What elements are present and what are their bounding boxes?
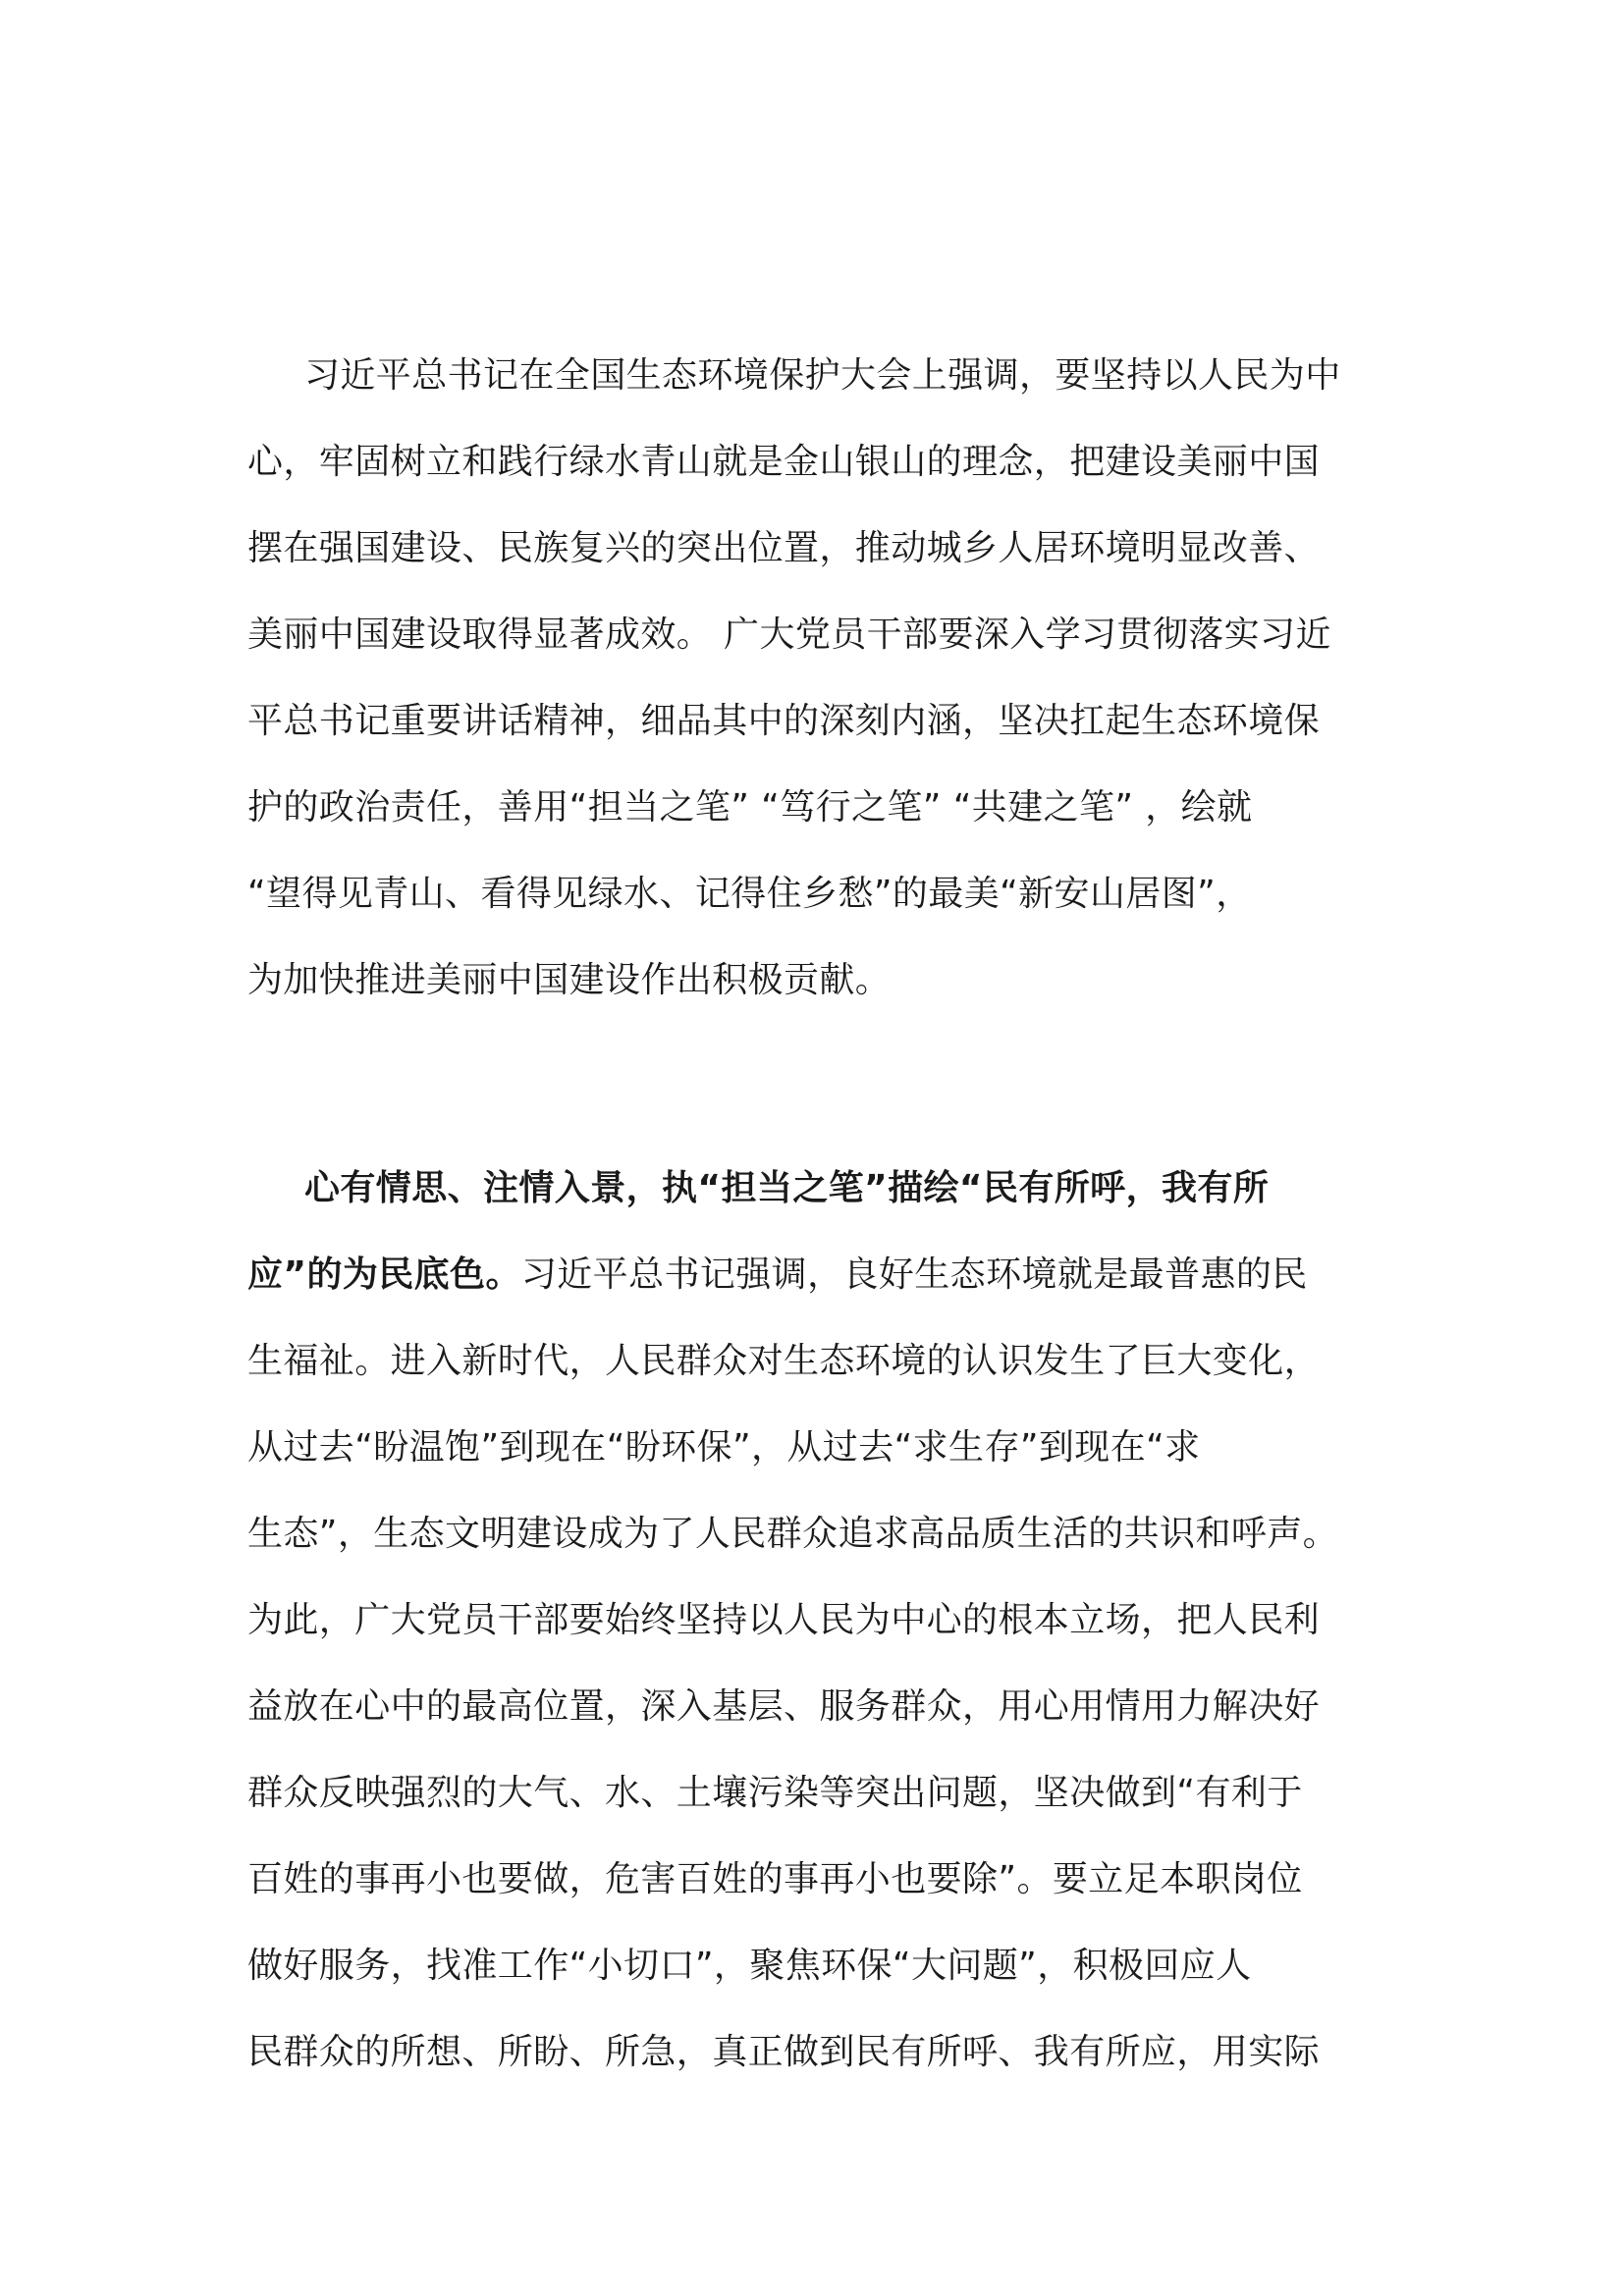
paragraph-line: 群众反映强烈的大气、水、土壤污染等突出问题，坚决做到“有利于	[247, 1773, 1303, 1813]
paragraph-heading: 心有情思、注情入景，执“担当之笔”描绘“民有所呼，我有所	[304, 1168, 1270, 1208]
paragraph-line-rest: 习近平总书记强调，良好生态环境就是最普惠的民	[520, 1255, 1308, 1295]
paragraph-line: 生福祉。进入新时代，人民群众对生态环境的认识发生了巨大变化，	[247, 1341, 1321, 1381]
paragraph-line: 为此，广大党员干部要始终坚持以人民为中心的根本立场，把人民利	[247, 1600, 1321, 1640]
paragraph-line: 益放在心中的最高位置，深入基层、服务群众，用心用情用力解决好	[247, 1686, 1321, 1727]
paragraph-line: 从过去“盼温饱”到现在“盼环保”，从过去“求生存”到现在“求	[247, 1427, 1201, 1468]
paragraph-line: “望得见青山、看得见绿水、记得住乡愁”的最美“新安山居图”，	[247, 874, 1252, 914]
paragraph-line: 生态”，生态文明建设成为了人民群众追求高品质生活的共识和呼声。	[247, 1514, 1339, 1554]
paragraph-line: 平总书记重要讲话精神，细品其中的深刻内涵，坚决扛起生态环境保	[247, 701, 1321, 741]
paragraph-line: 民群众的所想、所盼、所急，真正做到民有所呼、我有所应，用实际	[247, 2032, 1321, 2072]
paragraph-line: 心，牢固树立和践行绿水青山就是金山银山的理念，把建设美丽中国	[247, 442, 1321, 482]
paragraph-line: 习近平总书记在全国生态环境保护大会上强调，要坚持以人民为中	[304, 355, 1341, 396]
paragraph-line: 美丽中国建设取得显著成效。 广大党员干部要深入学习贯彻落实习近	[247, 614, 1331, 655]
paragraph-line: 百姓的事再小也要做，危害百姓的事再小也要除”。要立足本职岗位	[247, 1859, 1303, 1899]
paragraph-line: 摆在强国建设、民族复兴的突出位置，推动城乡人居环境明显改善、	[247, 528, 1321, 568]
paragraph-line: 做好服务，找准工作“小切口”，聚焦环保“大问题”，积极回应人	[247, 1946, 1252, 1986]
paragraph-heading-end: 应”的为民底色。	[247, 1255, 521, 1295]
paragraph-line: 为加快推进美丽中国建设作出积极贡献。	[247, 960, 892, 1000]
paragraph-line	[247, 1251, 1386, 1300]
paragraph-line: 护的政治责任，善用“担当之笔” “笃行之笔” “共建之笔” ，绘就	[247, 787, 1253, 828]
